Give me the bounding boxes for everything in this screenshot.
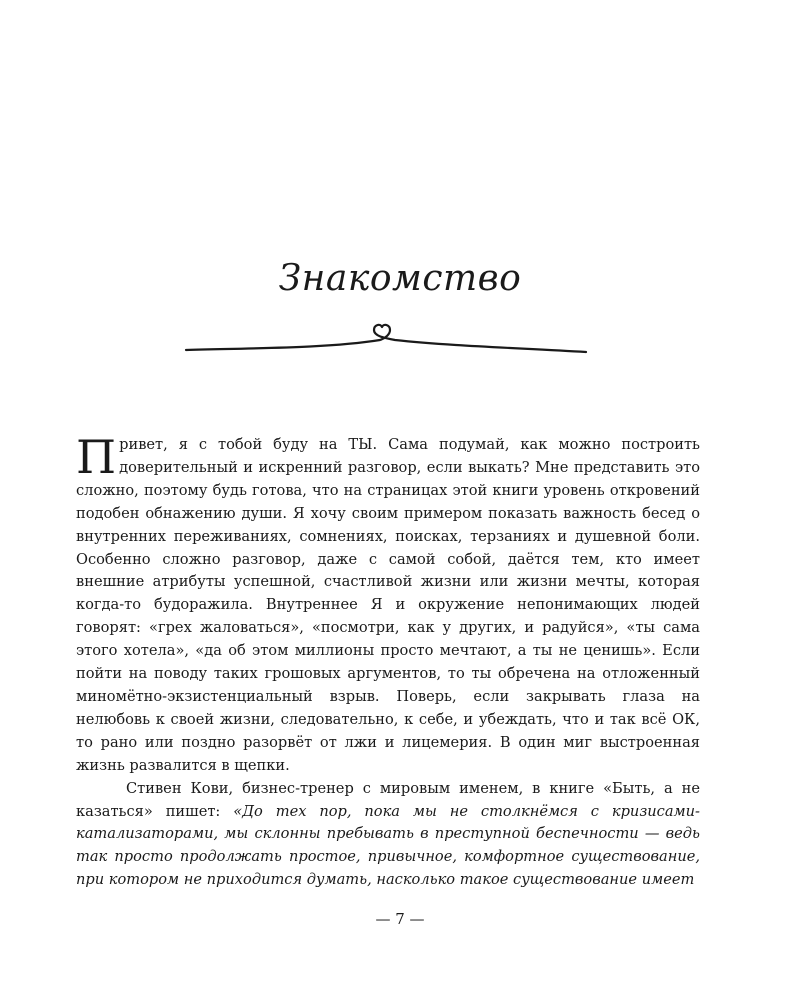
chapter-title: Знакомство [278, 258, 522, 299]
heart-flourish-divider [180, 312, 600, 362]
body-paragraph-2 [76, 778, 700, 893]
chapter-body-text [76, 430, 700, 892]
body-paragraph-1 [76, 430, 700, 778]
covey-quote: «До тех пор, пока мы не столкнёмся с кризисами-катализаторами, мы склонны пребывать в преступной беспечности — ведь так просто продолжать простое, привычное, комфортное существование, при котором не приходится думать, насколько такое существование имеет [76, 802, 700, 889]
paragraph-2-intro: Стивен Кови, бизнес-тренер с мировым именем, в книге «Быть, а не казаться» пишет: [76, 779, 700, 820]
page-number: — 7 — [375, 910, 425, 928]
drop-cap-letter: П [76, 430, 117, 484]
paragraph-1-text: ривет, я с тобой буду на ТЫ. Сама подумай, как можно построить доверительный и искренний разговор, если выкать? Мне представить это сложно, поэтому будь готова, что на страницах этой книги уровень откровений подобен обнажению души. Я хочу своим примером показать важность бесед о внутренних переживаниях, сомнениях, поисках, терзаниях и душевной боли. Особенно сложно разговор, даже с самой собой, даётся тем, кто имеет внешние атрибуты успешной, счастливой жизни или жизни мечты, которая когда-то будоражила. Внутреннее Я и окружение непонимающих людей говорят: «грех жаловаться», «посмотри, как у других, и радуйся», «ты сама этого хотела», «да об этом миллионы просто мечтают, а ты не ценишь». Если пойти на поводу таких грошовых аргументов, то ты обречена на отложенный миномётно-экзистенциальный взрыв. Поверь, если закрывать глаза на нелюбовь к своей жизни, следовательно, к себе, и убеждать, что и так всё ОК, то рано или поздно разорвёт от лжи и лицемерия. В один миг выстроенная жизнь развалится в щепки. [76, 436, 700, 774]
